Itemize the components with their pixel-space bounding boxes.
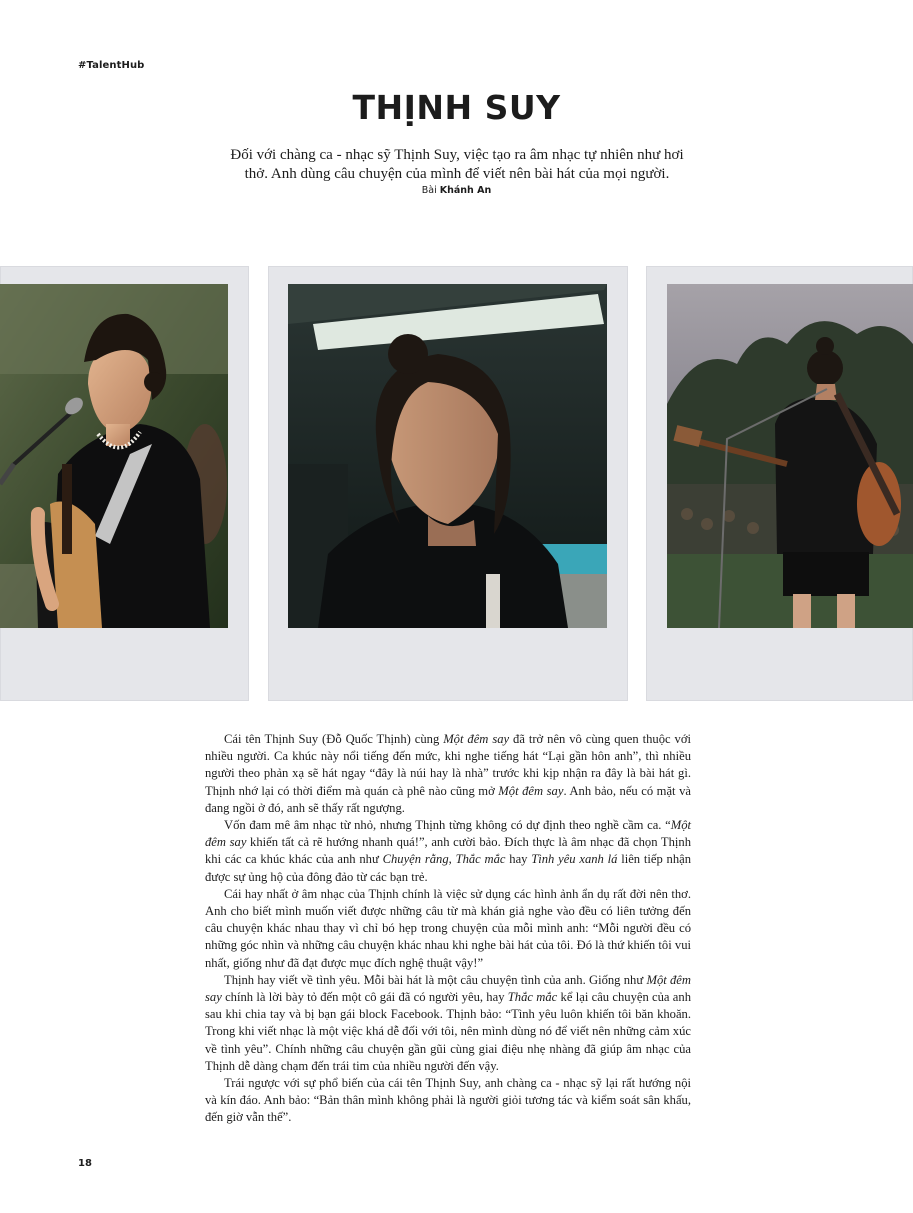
article-paragraph-4: Thịnh hay viết về tình yêu. Mỗi bài hát là một câu chuyện tình của anh. Giống như Một đêm say chính là lời bày tỏ đến một cô gái đã có người yêu, hay Thắc mắc kể lại câu chuyện của anh sau khi chia tay và bị bạn gái block Facebook. Thịnh bảo: “Tình yêu luôn khiến tôi băn khoăn. Trong khi viết nhạc là một việc khá dễ đối với tôi, nên mình dùng nó để viết nên những cảm xúc về tình yêu”. Chính những câu chuyện gần gũi cùng giai điệu nhẹ nhàng đã giúp âm nhạc của Thịnh dễ dàng chạm đến trái tim của nhiều người đến vậy. bbox=[205, 972, 691, 1073]
article-paragraph-1: Cái tên Thịnh Suy (Đỗ Quốc Thịnh) cùng Một đêm say đã trở nên vô cùng quen thuộc với nhiều người. Ca khúc này nổi tiếng đến mức, khi nghe tiếng hát “Lại gần hôn anh”, thì nhiều người theo phản xạ sẽ hát ngay “đây là núi hay là nhà” trước khi kịp nhận ra đây là bài hát gì. Thịnh nhớ lại có thời điểm mà quán cà phê nào cũng mở Một đêm say. Anh bảo, nếu có mặt và đang ngồi ở đó, anh sẽ thấy rất ngượng. bbox=[205, 732, 691, 815]
article-intro: Đối với chàng ca - nhạc sỹ Thịnh Suy, việc tạo ra âm nhạc tự nhiên như hơi thở. Anh dùng câu chuyện của mình để viết nên bài hát của mọi người. bbox=[230, 147, 684, 182]
singer-with-guitar-photo bbox=[0, 284, 228, 628]
page-number: 18 bbox=[78, 1158, 92, 1169]
article-paragraph-3: Cái hay nhất ở âm nhạc của Thịnh chính là việc sử dụng các hình ảnh ẩn dụ rất đời nên thơ. Anh cho biết mình muốn viết được những câu từ mà khán giả nghe vào đều có liên tưởng đến câu chuyện khác nhau thay vì chỉ bó hẹp trong chuyện của mỗi mình anh: “Mỗi người đều có những góc nhìn và những câu chuyện khác nhau khi nghe bài hát của tôi. Đó là thứ khiến tôi vui nhất, giống như đã đạt được mục đích nghệ thuật vậy!” bbox=[205, 886, 691, 970]
polaroid-frame-3 bbox=[646, 266, 913, 701]
polaroid-frame-2 bbox=[268, 266, 628, 701]
polaroid-frame-1 bbox=[0, 266, 249, 701]
portrait-photo bbox=[288, 284, 607, 628]
article-paragraph-2: Vốn đam mê âm nhạc từ nhỏ, nhưng Thịnh từng không có dự định theo nghề cầm ca. “Một đêm say khiến tất cả rẽ hướng nhanh quá!”, anh cười bảo. Đích thực là âm nhạc đã chọn Thịnh khi các ca khúc khác của anh như Chuyện rằng, Thắc mắc hay Tình yêu xanh lá liên tiếp nhận được sự ủng hộ của đông đảo từ các bạn trẻ. bbox=[205, 818, 692, 884]
article-title: THỊNH SUY bbox=[352, 88, 561, 127]
byline-author: Khánh An bbox=[439, 185, 492, 196]
section-tag: #TalentHub bbox=[78, 60, 145, 71]
article-paragraph-5: Trái ngược với sự phổ biến của cái tên Thịnh Suy, anh chàng ca - nhạc sỹ lại rất hướng nội và kín đáo. Anh bảo: “Bản thân mình không phải là người giỏi tương tác và kiểm soát sân khấu, đến giờ vẫn thế”. bbox=[205, 1076, 691, 1125]
byline-prefix: Bài bbox=[421, 185, 440, 196]
article-body bbox=[205, 731, 691, 1127]
byline bbox=[0, 185, 913, 196]
performer-back-view-photo bbox=[667, 284, 913, 628]
